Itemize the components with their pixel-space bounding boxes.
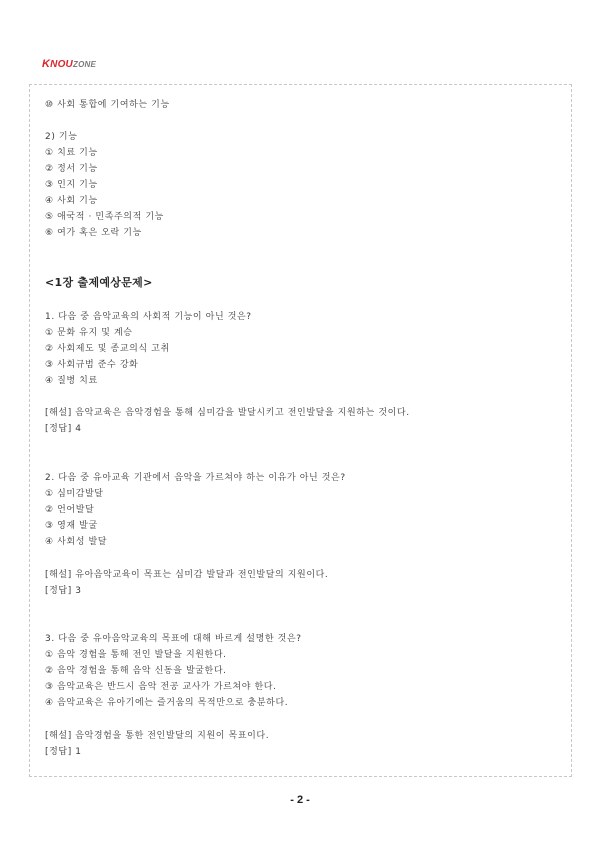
option: ② 음악 경험을 통해 음악 신동을 발굴한다. — [45, 666, 227, 676]
logo-nou: NOU — [50, 59, 73, 70]
question-2: 2. 다음 중 유아교육 기관에서 음악을 가르쳐야 하는 이유가 아닌 것은? — [45, 473, 346, 483]
logo-zone: ZONE — [72, 60, 97, 69]
option: ② 사회제도 및 종교의식 고취 — [45, 344, 170, 354]
option: ③ 음악교육은 반드시 음악 전공 교사가 가르쳐야 한다. — [45, 682, 277, 692]
list-item: ⑩ 사회 통합에 기여하는 기능 — [45, 100, 170, 110]
list-item: ⑥ 여가 혹은 오락 기능 — [45, 228, 142, 238]
option: ④ 음악교육은 유아기에는 즐거움의 목적만으로 충분하다. — [45, 698, 289, 708]
option: ① 음악 경험을 통해 전인 발달을 지원한다. — [45, 650, 227, 660]
list-item: ① 치료 기능 — [45, 148, 98, 158]
question-1: 1. 다음 중 음악교육의 사회적 기능이 아닌 것은? — [45, 312, 252, 322]
list-item: ② 정서 기능 — [45, 164, 98, 174]
explanation: [해설] 음악경험을 통한 전인발달의 지원이 목표이다. — [45, 731, 270, 741]
list-item: ⑤ 애국적 · 민족주의적 기능 — [45, 212, 164, 222]
subsection-title: 2) 기능 — [45, 132, 78, 142]
option: ④ 사회성 발달 — [45, 537, 108, 547]
option: ② 언어발달 — [45, 505, 95, 515]
section-heading: <1장 출제예상문제> — [45, 276, 153, 289]
question-3: 3. 다음 중 유아음악교육의 목표에 대해 바르게 설명한 것은? — [45, 634, 302, 644]
knouzone-logo — [42, 58, 96, 70]
answer: [정답] 1 — [45, 747, 82, 757]
option: ① 심미감발달 — [45, 489, 104, 499]
list-item: ③ 인지 기능 — [45, 180, 98, 190]
option: ① 문화 유지 및 계승 — [45, 328, 133, 338]
explanation: [해설] 음악교육은 음악경험을 통해 심미감을 발달시키고 전인발달을 지원하는 것이다. — [45, 408, 410, 418]
logo-k: K — [42, 58, 51, 70]
option: ③ 사회규범 준수 강화 — [45, 360, 139, 370]
option: ③ 영재 발굴 — [45, 521, 98, 531]
option: ④ 질병 치료 — [45, 376, 98, 386]
explanation: [해설] 유아음악교육이 목표는 심미감 발달과 전인발달의 지원이다. — [45, 570, 329, 580]
page-number: - 2 - — [290, 794, 310, 806]
answer: [정답] 3 — [45, 586, 82, 596]
list-item: ④ 사회 기능 — [45, 196, 98, 206]
answer: [정답] 4 — [45, 424, 82, 434]
